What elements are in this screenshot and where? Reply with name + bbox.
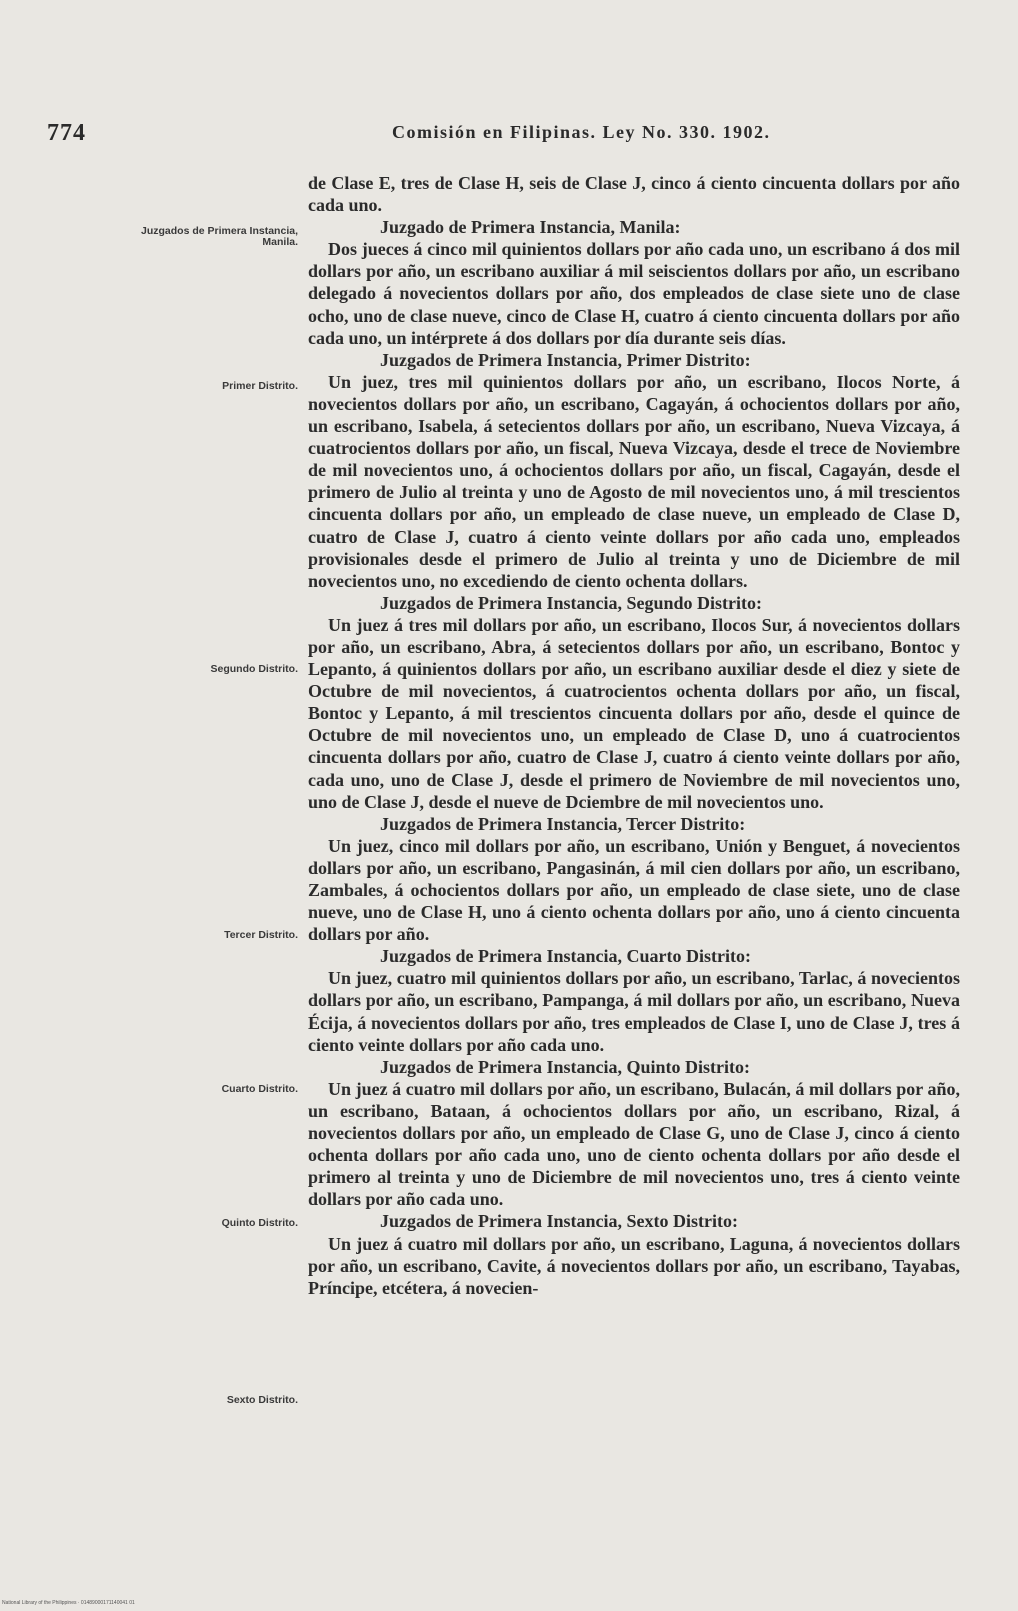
margin-note-sexto-distrito: Sexto Distrito. — [226, 1394, 298, 1406]
margin-note-primer-distrito: Primer Distrito. — [222, 380, 298, 392]
margin-note-quinto-distrito: Quinto Distrito. — [221, 1217, 298, 1229]
margin-note-segundo-distrito: Segundo Distrito. — [210, 663, 298, 675]
section-heading-cuarto-distrito: Juzgados de Primera Instancia, Cuarto Distrito: — [380, 946, 751, 967]
section-heading-sexto-distrito: Juzgados de Primera Instancia, Sexto Distrito: — [380, 1211, 738, 1232]
margin-note-manila: Juzgados de Primera Instancia, Manila. — [141, 225, 298, 248]
section-heading-primer-distrito: Juzgados de Primera Instancia, Primer Distrito: — [380, 349, 751, 370]
body-text — [308, 172, 960, 1299]
section-text-quinto-distrito: Un juez á cuatro mil dollars por año, un escribano, Bulacán, á mil dollars por año, un escribano, Bataan, á ochocientos dollars por año, un escribano, Rizal, á novecientos dollars por año, un empleado de Clase G, uno de Clase J, cinco á ciento ochenta dollars por año cada uno, uno de ciento ochenta dollars por año desde el primero al treinta y uno de Diciembre de mil novecientos uno, tres á ciento veinte dollars por año cada uno. — [308, 1078, 960, 1210]
section-text-primer-distrito: Un juez, tres mil quinientos dollars por año, un escribano, Ilocos Norte, á novecientos dollars por año, un escribano, Cagayán, á ochocientos dollars por año, un escribano, Isabela, á setecientos dollars por año, un escribano, Nueva Vizcaya, á cuatrocientos dollars por año, un fiscal, Nueva Vizcaya, desde el trece de Noviembre de mil novecientos uno, á ochocientos dollars por año, un fiscal, Cagayán, desde el primero de Julio al treinta y uno de Agosto de mil novecientos uno, á mil trescientos cincuenta dollars por año, un empleado de clase nueve, un empleado de Clase D, cuatro de Clase J, cuatro á ciento veinte dollars por año cada uno, empleados provisionales desde el primero de Julio al treinta y uno de Diciembre de mil novecientos uno, no excediendo de ciento ochenta dollars. — [308, 371, 960, 591]
section-text-segundo-distrito: Un juez á tres mil dollars por año, un escribano, Ilocos Sur, á novecientos dollars por año, un escribano, Abra, á setecientos dollars por año, un escribano, Bontoc y Lepanto, á quinientos dollars por año, un escribano auxiliar desde el diez y siete de Octubre de mil novecientos, á cuatrocientos ochenta dollars por año, un fiscal, Bontoc y Lepanto, á mil trescientos cincuenta dollars por año, desde el quince de Octubre de mil novecientos uno, un empleado de Clase D, uno á cuatrocientos cincuenta dollars por año, cuatro de Clase J, cuatro á ciento veinte dollars por año, cada uno, uno de Clase J, desde el primero de Noviembre de mil novecientos uno, uno de Clase J, desde el nueve de Dciembre de mil novecientos uno. — [308, 614, 960, 812]
section-heading-quinto-distrito: Juzgados de Primera Instancia, Quinto Distrito: — [380, 1056, 750, 1077]
section-text-cuarto-distrito: Un juez, cuatro mil quinientos dollars por año, un escribano, Tarlac, á novecientos dollars por año, un escribano, Pampanga, á mil dollars por año, un escribano, Nueva Écija, á novecientos dollars por año, tres empleados de Clase I, uno de Clase J, tres á ciento veinte dollars por año cada uno. — [308, 968, 960, 1055]
opening-paragraph: de Clase E, tres de Clase H, seis de Clase J, cinco á ciento cincuenta dollars por año cada uno. — [308, 173, 960, 216]
section-text-tercer-distrito: Un juez, cinco mil dollars por año, un escribano, Unión y Benguet, á novecientos dollars por año, un escribano, Pangasinán, á mil cien dollars por año, un escribano, Zambales, á ochocientos dollars por año, un empleado de clase siete, uno de clase nueve, uno de Clase H, uno á ciento ochenta dollars por año, uno á ciento cincuenta dollars por año. — [308, 835, 960, 945]
section-heading-tercer-distrito: Juzgados de Primera Instancia, Tercer Distrito: — [380, 813, 746, 834]
footer-credit: National Library of the Philippines · 01489000171140041 01 — [2, 1600, 135, 1606]
running-header: Comisión en Filipinas. Ley No. 330. 1902. — [392, 122, 771, 142]
section-heading-segundo-distrito: Juzgados de Primera Instancia, Segundo Distrito: — [380, 592, 762, 613]
margin-note-tercer-distrito: Tercer Distrito. — [224, 929, 298, 941]
section-text-sexto-distrito: Un juez á cuatro mil dollars por año, un escribano, Laguna, á novecientos dollars por año, un escribano, Cavite, á novecientos dollars por año, un escribano, Tayabas, Príncipe, etcétera, á novecien- — [308, 1233, 960, 1298]
margin-note-cuarto-distrito: Cuarto Distrito. — [221, 1083, 298, 1095]
page-number: 774 — [47, 120, 86, 146]
section-text-manila: Dos jueces á cinco mil quinientos dollars por año cada uno, un escribano á dos mil dollars por año, un escribano auxiliar á mil seiscientos dollars por año, un escribano delegado á novecientos dollars por año, dos empleados de clase siete uno de clase ocho, uno de clase nueve, cinco de Clase H, cuatro á ciento cincuenta dollars por año cada uno, un intérprete á dos dollars por día durante seis días. — [308, 239, 960, 348]
section-heading-manila: Juzgado de Primera Instancia, Manila: — [380, 217, 681, 238]
